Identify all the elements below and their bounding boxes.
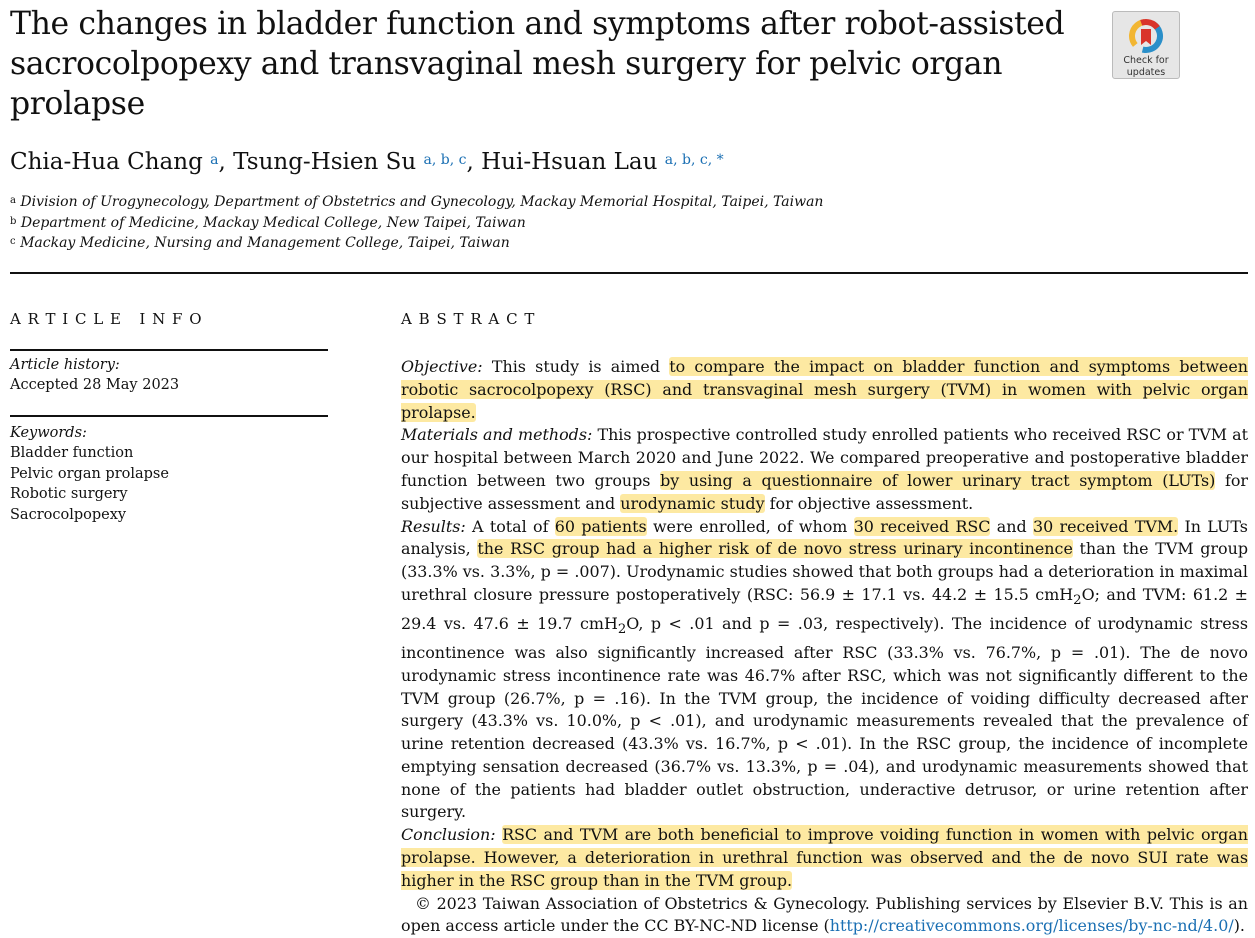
article-history-label: Article history: xyxy=(10,357,120,373)
check-for-updates-icon xyxy=(1128,18,1164,54)
abstract-heading: ABSTRACT xyxy=(401,310,542,328)
badge-line-1: Check for xyxy=(1123,55,1169,66)
badge-line-2: updates xyxy=(1126,67,1166,78)
affiliation-marker: a xyxy=(10,195,16,206)
author-separator: , xyxy=(466,149,474,175)
subscript: 2 xyxy=(617,622,627,638)
results-text: In LUTs analysis, xyxy=(401,516,1248,559)
affiliation-item xyxy=(10,233,823,254)
affiliation-text: Department of Medicine, Mackay Medical College, New Taipei, Taiwan xyxy=(20,214,526,231)
subscript: 2 xyxy=(1073,593,1082,609)
affiliation-item xyxy=(10,192,823,213)
affiliation-marker: b xyxy=(10,215,17,227)
author-affil-ref[interactable]: a xyxy=(210,152,219,168)
author-name: Hui-Hsuan Lau xyxy=(481,149,658,175)
author-list xyxy=(10,145,724,179)
author-name: Chia-Hua Chang xyxy=(10,149,203,175)
affiliation-text: Division of Urogynecology, Department of Obstetrics and Gynecology, Mackay Memorial Hospital, Taipei, Taiwan xyxy=(20,194,824,210)
header-divider xyxy=(10,272,1248,274)
keywords-block xyxy=(10,423,169,525)
results-label: Results: xyxy=(401,516,466,536)
methods-label: Materials and methods: xyxy=(401,425,593,445)
keyword-item: Robotic surgery xyxy=(10,486,128,503)
highlight: the RSC group had a higher risk of de novo stress urinary incontinence xyxy=(477,539,1073,559)
results-text: O, p < .01 and p = .03, respectively). The incidence of urodynamic stress incontinence was also significantly increased after RSC (33.3% vs. 76.7%, p = .01). The de novo urodynamic stress incontinence rate was 46.7% after RSC, which was not significantly different to the TVM group (26.7%, p = .16). In the TVM group, the incidence of voiding difficulty decreased after surgery (43.3% vs. 10.0%, p < .01), and urodynamic measurements revealed that the prevalence of urine retention decreased (43.3% vs. 16.7%, p < .01). In the RSC group, the incidence of incomplete emptying sensation decreased (36.7% vs. 13.3%, p = .04), and urodynamic measurements showed that none of the patients had bladder outlet obstruction, underactive detrusor, or urine retention after surgery. xyxy=(401,613,1248,822)
copyright-notice xyxy=(401,893,1248,938)
conclusion-label: Conclusion: xyxy=(401,825,496,845)
keyword-item: Pelvic organ prolapse xyxy=(10,465,169,482)
author-separator: , xyxy=(218,149,226,175)
highlight: to compare the impact on bladder function and symptoms between robotic sacrocolpopexy (RSC) and transvaginal mesh surgery (TVM) in women with pelvic organ prolapse. xyxy=(401,357,1248,422)
results-text: A total of xyxy=(472,516,549,536)
copyright-end: ). xyxy=(1233,916,1245,936)
objective-label: Objective: xyxy=(401,357,483,376)
keyword-item: Bladder function xyxy=(10,445,134,462)
article-history-value: Accepted 28 May 2023 xyxy=(10,377,180,394)
article-history xyxy=(10,355,179,396)
article-info-heading: ARTICLE INFO xyxy=(10,310,209,328)
affiliations xyxy=(10,192,823,254)
abstract-results xyxy=(401,516,1248,825)
results-text: and xyxy=(996,516,1027,536)
abstract-methods xyxy=(401,424,1248,515)
keyword-item: Sacrocolpopexy xyxy=(10,506,127,523)
highlight: RSC and TVM are both beneficial to improve voiding function in women with pelvic organ prolapse. However, a deterioration in urethral function was observed and the de novo SUI rate was higher in the RSC group than in the TVM group. xyxy=(401,825,1248,890)
article-title: The changes in bladder function and symptoms after robot-assisted sacrocolpopexy and transvaginal mesh surgery for pelvic organ prolapse xyxy=(10,6,1065,122)
abstract-objective xyxy=(401,356,1248,424)
abstract-conclusion xyxy=(401,824,1248,892)
results-text: than the TVM group (33.3% vs. 3.3%, p = .007). Urodynamic studies showed that both groups had a deterioration in maximal urethral closure pressure postoperatively (RSC: 56.9 ± 17.1 vs. 44.2 ± 15.5 cmH xyxy=(401,539,1249,604)
author-affil-ref[interactable]: a, b, c, * xyxy=(664,152,724,168)
methods-text: for objective assessment. xyxy=(769,493,974,513)
highlight: 30 received RSC xyxy=(853,516,991,536)
license-link[interactable]: http://creativecommons.org/licenses/by-nc-nd/4.0/ xyxy=(829,916,1234,936)
highlight: 60 patients xyxy=(554,516,647,536)
check-for-updates-badge[interactable] xyxy=(1112,11,1180,79)
results-text: were enrolled, of whom xyxy=(652,516,848,536)
results-text: O; and TVM: 61.2 ± 29.4 vs. 47.6 ± 19.7 cmH xyxy=(401,584,1248,633)
methods-text: for subjective assessment and xyxy=(401,470,1248,513)
author-name: Tsung-Hsien Su xyxy=(233,149,417,175)
copyright-text: © 2023 Taiwan Association of Obstetrics & Gynecology. Publishing services by Elsevier B.V. This is an open access article under the CC BY-NC-ND license ( xyxy=(401,893,1248,936)
methods-text: This prospective controlled study enrolled patients who received RSC or TVM at our hospital between March 2020 and June 2022. We compared preoperative and postoperative bladder function between two groups xyxy=(401,425,1248,490)
affiliation-marker: c xyxy=(10,236,16,247)
highlight: urodynamic study xyxy=(620,493,765,513)
highlight: 30 received TVM. xyxy=(1032,516,1179,536)
author-affil-ref[interactable]: a, b, c xyxy=(423,152,467,168)
affiliation-item xyxy=(10,213,823,234)
article-info-divider xyxy=(10,349,328,351)
highlight: by using a questionnaire of lower urinary tract symptom (LUTs) xyxy=(660,470,1216,490)
keywords-label: Keywords: xyxy=(10,425,87,441)
abstract-body xyxy=(401,356,1248,938)
objective-text: This study is aimed xyxy=(491,357,660,376)
keywords-divider xyxy=(10,415,328,417)
affiliation-text: Mackay Medicine, Nursing and Management College, Taipei, Taiwan xyxy=(20,235,510,251)
